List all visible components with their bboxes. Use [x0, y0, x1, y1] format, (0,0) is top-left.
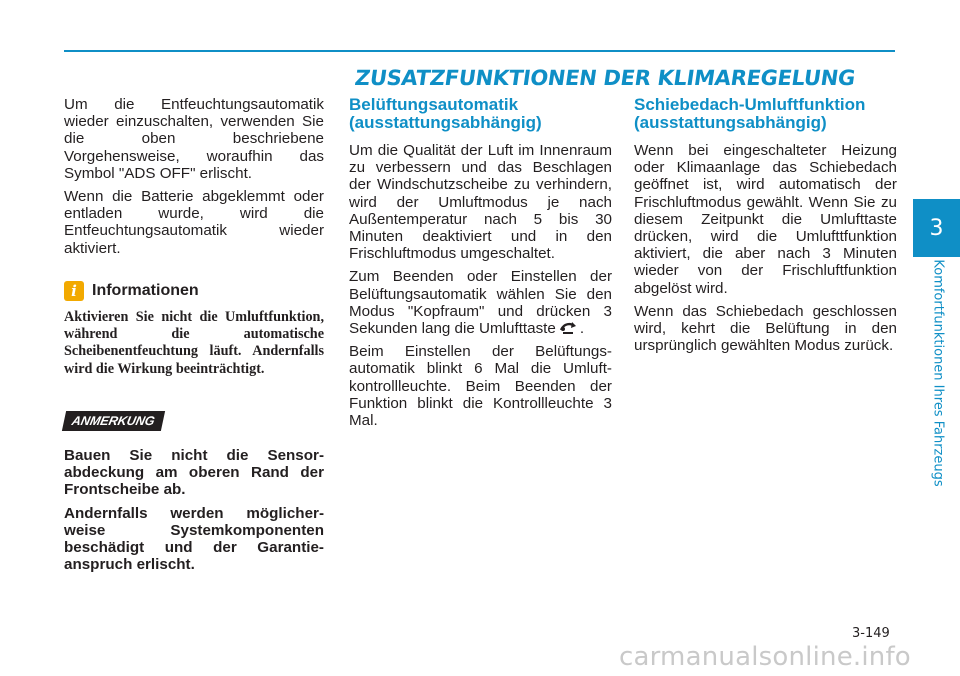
info-header	[64, 281, 324, 301]
recirculation-icon	[559, 320, 577, 334]
note-text: Andernfalls werden möglicher-weise Systemkomponenten beschädigt und der Garantie-anspruch erlischt.	[64, 504, 324, 574]
column-middle	[349, 96, 612, 435]
watermark: carmanualsonline.info	[619, 642, 911, 672]
paragraph	[349, 268, 612, 337]
paragraph: Wenn die Batterie abgeklemmt oder entladen wurde, wird die Entfeuchtungsautomatik wieder aktiviert.	[64, 188, 324, 257]
paragraph-text: Zum Beenden oder Einstellen der Belüftungsautomatik wählen Sie den Modus "Kopfraum" und drücken 3 Sekunden lang die Umlufttaste	[349, 268, 612, 338]
column-right	[634, 96, 897, 360]
top-rule	[64, 50, 895, 52]
info-text: Aktivieren Sie nicht die Umluftfunktion, während die automatische Scheibenentfeuchtung läuft. Andernfalls wird die Wirkung beeinträchtigt.	[64, 308, 324, 377]
column-left	[64, 96, 324, 579]
subheading-ventilation: Belüftungsautomatik (ausstattungsabhängig)	[349, 95, 542, 132]
page-number: 3-149	[852, 626, 890, 641]
note-text: Bauen Sie nicht die Sensor-abdeckung am oberen Rand der Frontscheibe ab.	[64, 447, 324, 499]
chapter-tab: 3	[913, 199, 960, 257]
paragraph: Wenn bei eingeschalteter Heizung oder Klimaanlage das Schiebedach geöffnet ist, wird automatisch der Frischluftmodus gewählt. Wenn Sie zu diesem Zeitpunkt die Umlufttaste drücken, wird die Umlufttfunktion aktiviert, die aber nach 3 Minuten wieder von der Frischluftfunktion abgelöst wird.	[634, 142, 897, 297]
paragraph: Um die Qualität der Luft im Innenraum zu verbessern und das Beschlagen der Windschutzscheibe zu verhindern, wird der Umluftmodus je nach Außentemperatur nach 5 bis 30 Minuten deaktiviert und in den Frischluftmodus umgeschaltet.	[349, 142, 612, 263]
info-title: Informationen	[92, 281, 199, 299]
subheading-sunroof: Schiebedach-Umluftfunktion (ausstattungsabhängig)	[634, 95, 866, 132]
section-title: ZUSATZFUNKTIONEN DER KLIMAREGELUNG	[353, 66, 857, 90]
chapter-label: Komfortfunktionen Ihres Fahrzeugs	[930, 259, 946, 487]
note-badge: ANMERKUNG	[62, 411, 165, 431]
paragraph: Um die Entfeuchtungsautomatik wieder einzuschalten, verwenden Sie die oben beschriebene Vorgehensweise, woraufhin das Symbol "ADS OFF" erlischt.	[64, 96, 324, 182]
paragraph: Beim Einstellen der Belüftungs-automatik blinkt 6 Mal die Umluft-kontrollleuchte. Beim Beenden der Funktion blinkt die Kontrollleuchte 3 Mal.	[349, 343, 612, 430]
paragraph-text: .	[579, 320, 585, 338]
info-icon: i	[64, 281, 84, 301]
paragraph: Wenn das Schiebedach geschlossen wird, kehrt die Belüftung in den ursprünglich gewählten Modus zurück.	[634, 302, 897, 355]
